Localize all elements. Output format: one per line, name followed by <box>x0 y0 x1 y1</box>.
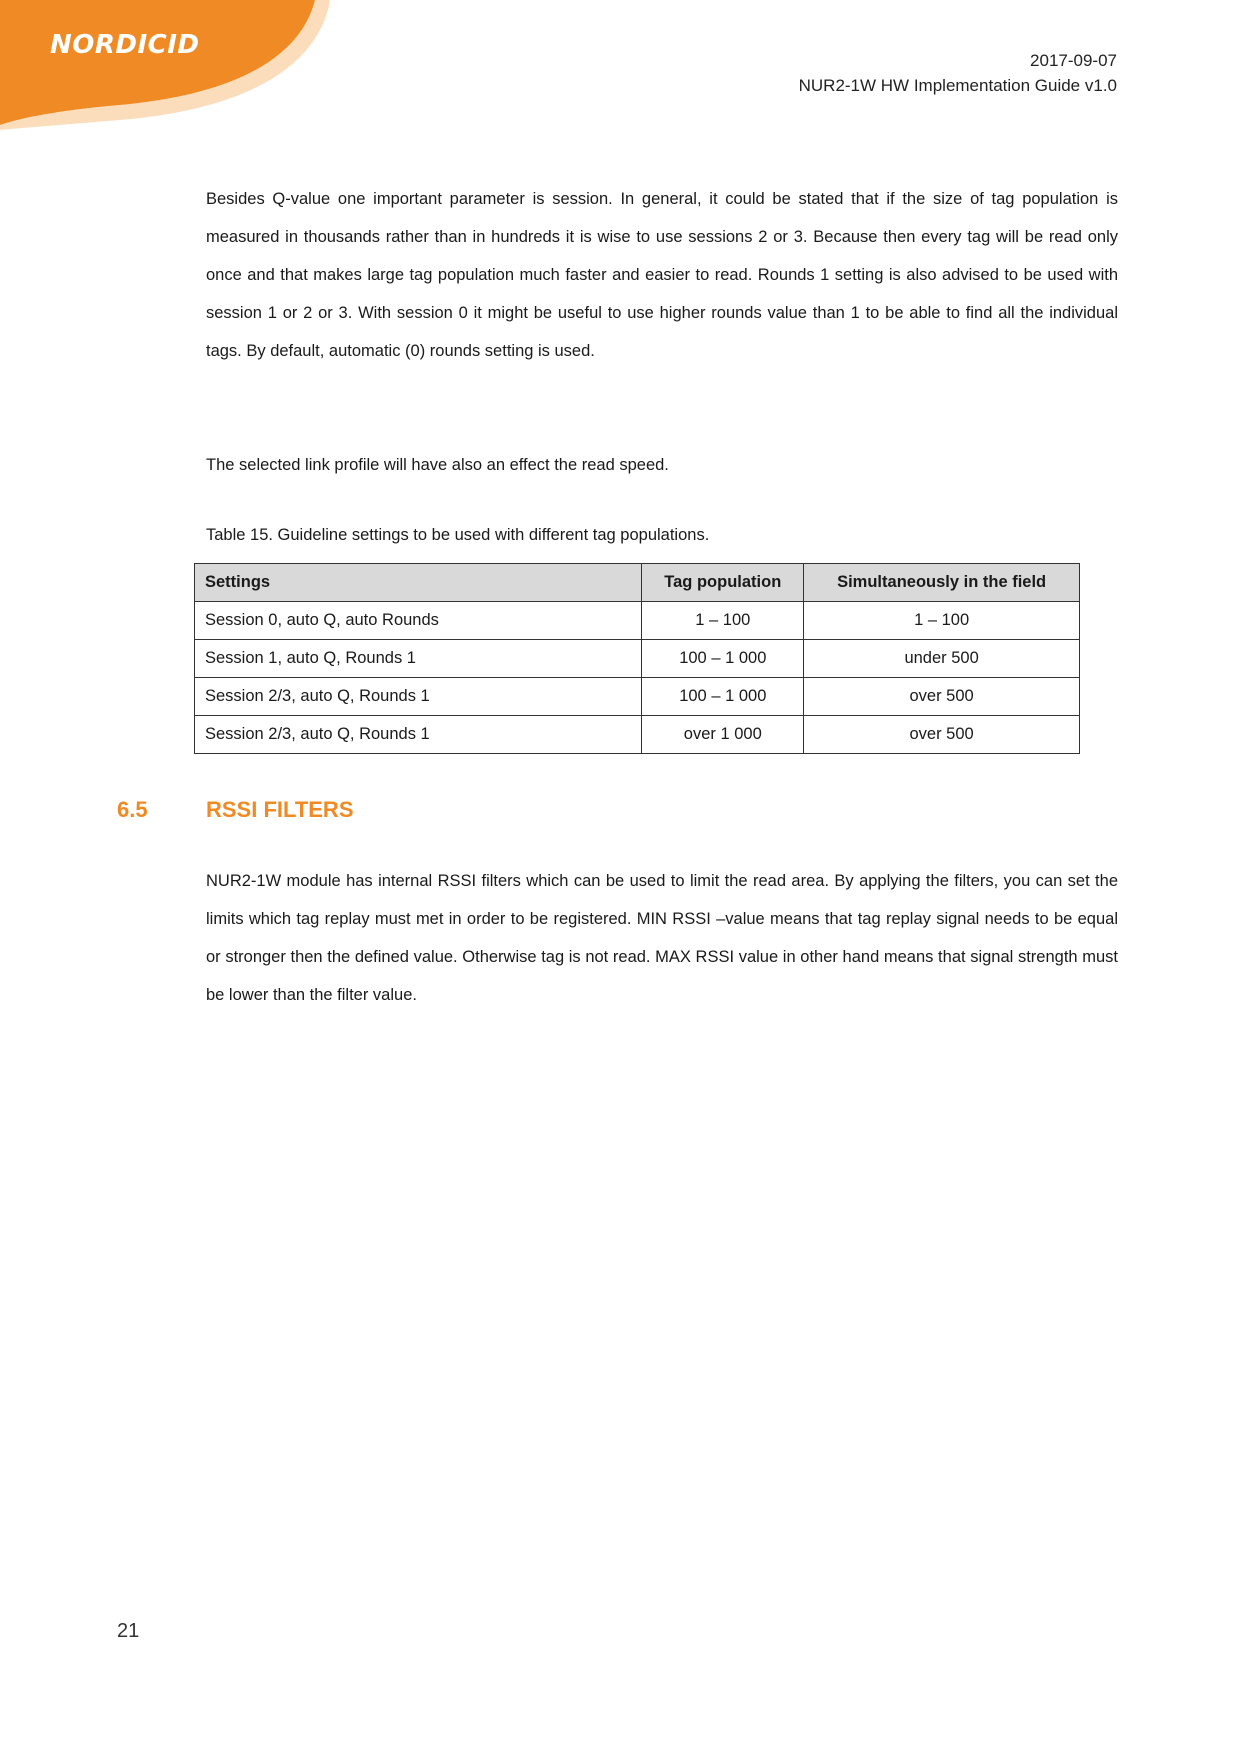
section-title: RSSI FILTERS <box>206 797 354 822</box>
header-tag-population: Tag population <box>642 564 804 602</box>
table-row <box>195 640 1080 678</box>
header-date: 2017-09-07 <box>1030 51 1117 70</box>
table-row <box>195 716 1080 754</box>
cell-tag-population: 100 – 1 000 <box>642 640 804 678</box>
cell-simultaneously: over 500 <box>804 678 1080 716</box>
cell-tag-population: 1 – 100 <box>642 602 804 640</box>
cell-settings: Session 1, auto Q, Rounds 1 <box>195 640 642 678</box>
body-paragraph-rssi: NUR2-1W module has internal RSSI filters which can be used to limit the read area. By applying the filters, you can set the limits which tag replay must met in order to be registered. MIN RSSI –value means that tag replay signal needs to be equal or stronger then the defined value. Otherwise tag is not read. MAX RSSI value in other hand means that signal strength must be lower than the filter value. <box>206 872 1118 1004</box>
page-number: 21 <box>117 1620 140 1642</box>
cell-simultaneously: 1 – 100 <box>804 602 1080 640</box>
orange-swoosh-shape <box>0 0 330 130</box>
table-header-row <box>195 564 1080 602</box>
table-row <box>195 678 1080 716</box>
cell-simultaneously: over 500 <box>804 716 1080 754</box>
header-simultaneously: Simultaneously in the field <box>804 564 1080 602</box>
table-caption: Table 15. Guideline settings to be used with different tag populations. <box>206 526 710 544</box>
section-number: 6.5 <box>117 797 148 822</box>
cell-settings: Session 2/3, auto Q, Rounds 1 <box>195 716 642 754</box>
company-logo: NORDICID <box>50 30 200 60</box>
body-paragraph-session: Besides Q-value one important parameter is session. In general, it could be stated that if the size of tag population is measured in thousands rather than in hundreds it is wise to use sessions 2 or 3. Because then every tag will be read only once and that makes large tag population much faster and easier to read. Rounds 1 setting is also advised to be used with session 1 or 2 or 3. With session 0 it might be useful to use higher rounds value than 1 to be able to find all the individual tags. By default, automatic (0) rounds setting is used. <box>206 190 1118 360</box>
body-paragraph-link-profile: The selected link profile will have also an effect the read speed. <box>206 456 669 474</box>
cell-simultaneously: under 500 <box>804 640 1080 678</box>
guideline-settings-table <box>194 563 1080 754</box>
header-settings: Settings <box>195 564 642 602</box>
cell-settings: Session 0, auto Q, auto Rounds <box>195 602 642 640</box>
page-header <box>799 48 1117 98</box>
table-row <box>195 602 1080 640</box>
header-doc-title: NUR2-1W HW Implementation Guide v1.0 <box>798 76 1117 95</box>
cell-settings: Session 2/3, auto Q, Rounds 1 <box>195 678 642 716</box>
cell-tag-population: over 1 000 <box>642 716 804 754</box>
cell-tag-population: 100 – 1 000 <box>642 678 804 716</box>
header-logo-area <box>0 0 330 130</box>
